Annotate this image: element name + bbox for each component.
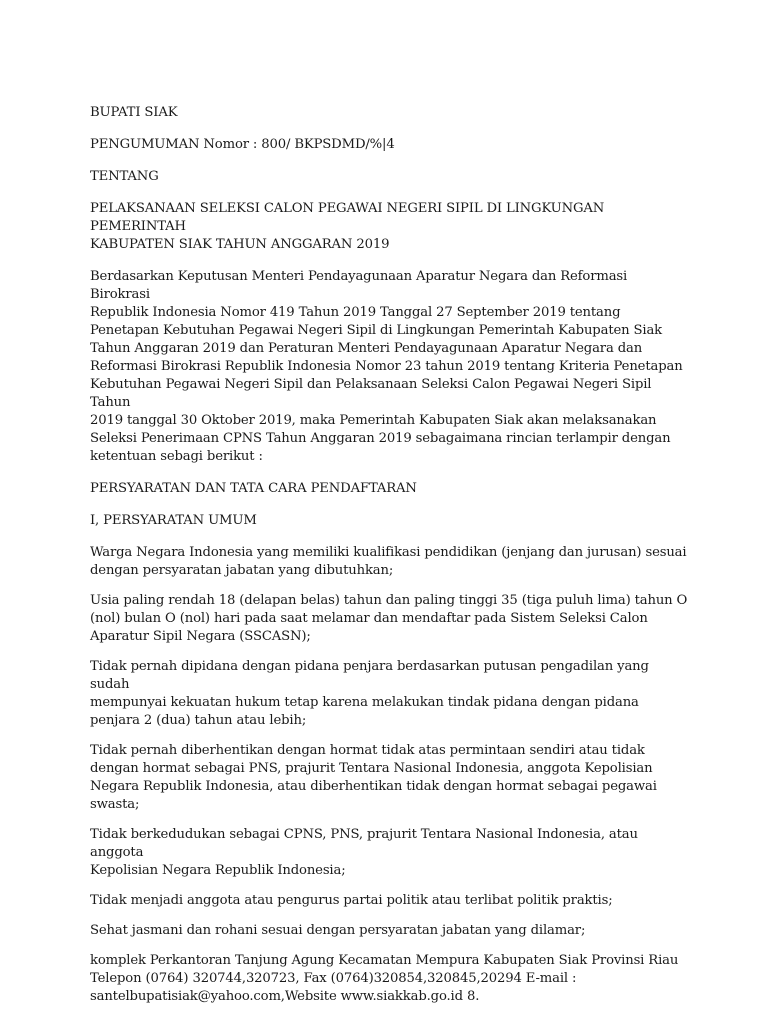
requirement-item: Tidak pernah dipidana dengan pidana penjara berdasarkan putusan pengadilan yang sudah mempunyai kekuatan hukum tetap karena melakukan tindak pidana dengan pidana penjara 2 (dua) tahun atau lebih;: [90, 659, 649, 728]
issuer-heading: BUPATI SIAK: [90, 105, 178, 120]
intro-paragraph: Berdasarkan Keputusan Menteri Pendayagunaan Aparatur Negara dan Reformasi Birokrasi Republik Indonesia Nomor 419 Tahun 2019 Tanggal 27 September 2019 tentang Penetapan Kebutuhan Pegawai Negeri Sipil di Lingkungan Pemerintah Kabupaten Siak Tahun Anggaran 2019 dan Peraturan Menteri Pendayagunaan Aparatur Negara dan Reformasi Birokrasi Republik Indonesia Nomor 23 tahun 2019 tentang Kriteria Penetapan Kebutuhan Pegawai Negeri Sipil dan Pelaksanaan Seleksi Calon Pegawai Negeri Sipil Tahun 2019 tanggal 30 Oktober 2019, maka Pemerintah Kabupaten Siak akan melaksanakan Seleksi Penerimaan CPNS Tahun Anggaran 2019 sebagaimana rincian terlampir dengan ketentuan sebagi berikut :: [90, 269, 683, 464]
requirement-item: Tidak menjadi anggota atau pengurus partai politik atau terlibat politik praktis;: [90, 893, 613, 908]
document-body: [90, 104, 690, 1006]
footer-contact: komplek Perkantoran Tanjung Agung Kecamatan Mempura Kabupaten Siak Provinsi Riau Telepon (0764) 320744,320723, Fax (0764)320854,320845,20294 E-mail : santelbupatisiak@yahoo.com,Website www.siakkab.go.id 8.: [90, 953, 679, 1004]
subsection-heading: I, PERSYARATAN UMUM: [90, 513, 257, 528]
requirement-item: Tidak pernah diberhentikan dengan hormat tidak atas permintaan sendiri atau tidak dengan hormat sebagai PNS, prajurit Tentara Nasional Indonesia, anggota Kepolisian Negara Republik Indonesia, atau diberhentikan tidak dengan hormat sebagai pegawai swasta;: [90, 743, 657, 812]
section-heading: PERSYARATAN DAN TATA CARA PENDAFTARAN: [90, 481, 417, 496]
requirement-item: Tidak berkedudukan sebagai CPNS, PNS, prajurit Tentara Nasional Indonesia, atau anggota Kepolisian Negara Republik Indonesia;: [90, 827, 638, 878]
requirement-item: Usia paling rendah 18 (delapan belas) tahun dan paling tinggi 35 (tiga puluh lima) tahun O (nol) bulan O (nol) hari pada saat melamar dan mendaftar pada Sistem Seleksi Calon Aparatur Sipil Negara (SSCASN);: [90, 593, 688, 644]
requirement-item: Warga Negara Indonesia yang memiliki kualifikasi pendidikan (jenjang dan jurusan) sesuai dengan persyaratan jabatan yang dibutuhkan;: [90, 545, 687, 578]
requirement-item: Sehat jasmani dan rohani sesuai dengan persyaratan jabatan yang dilamar;: [90, 923, 586, 938]
announcement-number: PENGUMUMAN Nomor : 800/ BKPSDMD/%|4: [90, 137, 395, 152]
document-title: PELAKSANAAN SELEKSI CALON PEGAWAI NEGERI SIPIL DI LINGKUNGAN PEMERINTAH KABUPATEN SIAK TAHUN ANGGARAN 2019: [90, 201, 605, 252]
subject-label: TENTANG: [90, 169, 159, 184]
